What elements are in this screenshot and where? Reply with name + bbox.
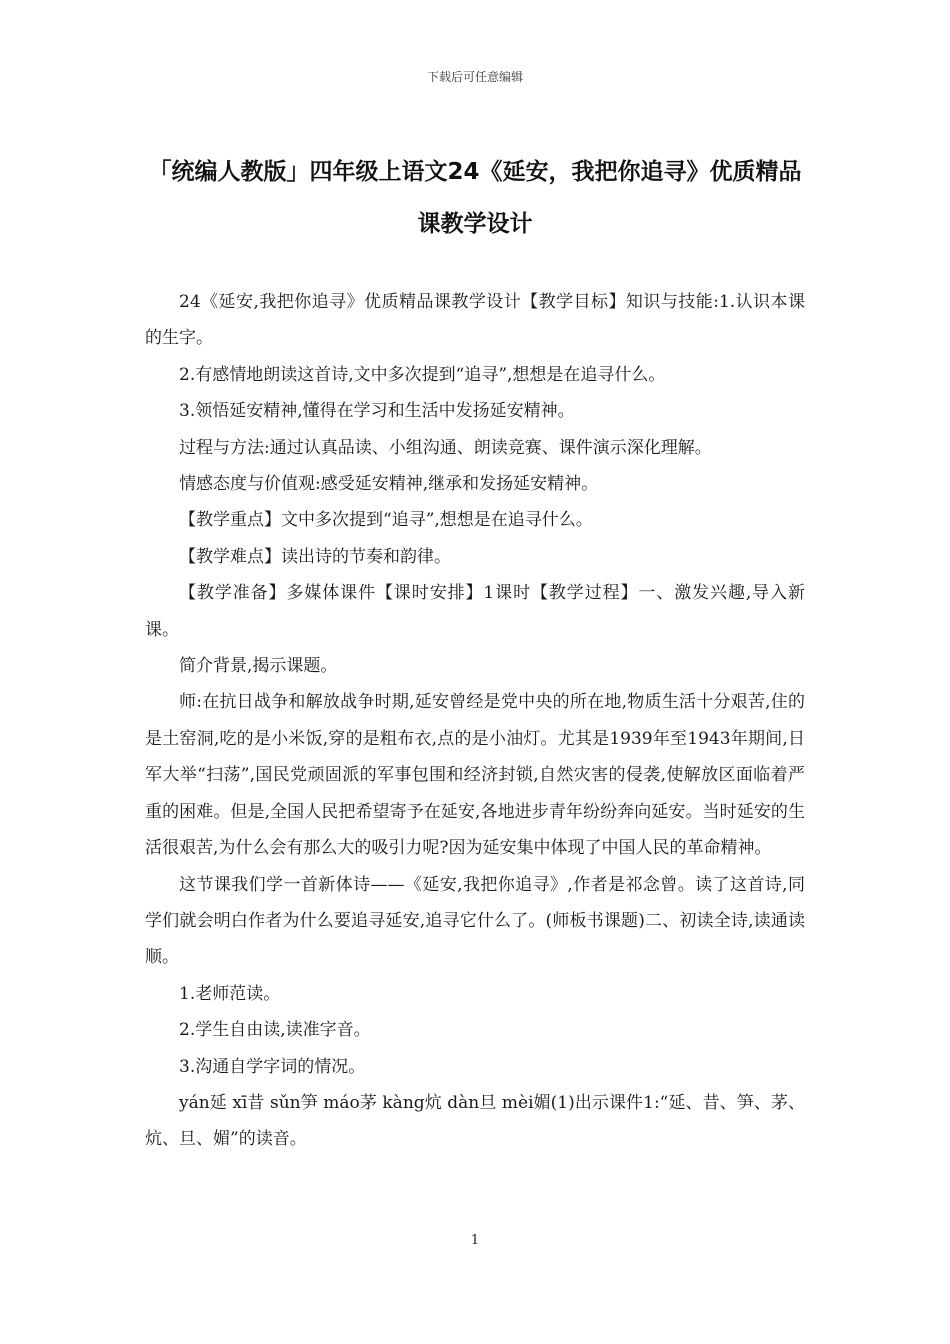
paragraph: 这节课我们学一首新体诗——《延安,我把你追寻》,作者是祁念曾。读了这首诗,同学们就会明白作者为什么要追寻延安,追寻它什么了。(师板书课题)二、初读全诗,读通读顺。 <box>145 874 805 968</box>
paragraph: 2.学生自由读,读准字音。 <box>179 1020 371 1041</box>
paragraph: 3.领悟延安精神,懂得在学习和生活中发扬延安精神。 <box>179 401 575 422</box>
paragraph: 师:在抗日战争和解放战争时期,延安曾经是党中央的所在地,物质生活十分艰苦,住的是土窑洞,吃的是小米饭,穿的是粗布衣,点的是小油灯。尤其是1939年至1943年期间,日军大举“扫荡”,国民党顽固派的军事包围和经济封锁,自然灾害的侵袭,使解放区面临着严重的困难。但是,全国人民把希望寄予在延安,各地进步青年纷纷奔向延安。当时延安的生活很艰苦,为什么会有那么大的吸引力呢?因为延安集中体现了中国人民的革命精神。 <box>145 692 805 859</box>
paragraph: 【教学准备】多媒体课件【课时安排】1课时【教学过程】一、激发兴趣,导入新课。 <box>145 583 805 640</box>
paragraph: yán延 xī昔 sǔn笋 máo茅 kàng炕 dàn旦 mèi媚(1)出示课件1:“延、昔、笋、茅、炕、旦、媚”的读音。 <box>145 1092 805 1150</box>
page-number: 1 <box>470 1233 480 1248</box>
document-body <box>145 284 805 1158</box>
paragraph: 简介背景,揭示课题。 <box>179 656 338 677</box>
page-title: 「统编人教版」四年级上语文24《延安，我把你追寻》优质精品课教学设计 <box>148 159 802 237</box>
header-note: 下载后可任意编辑 <box>426 70 523 84</box>
paragraph: 3.沟通自学字词的情况。 <box>179 1056 366 1077</box>
paragraph: 1.老师范读。 <box>179 983 281 1004</box>
paragraph: 过程与方法:通过认真品读、小组沟通、朗读竞赛、课件演示深化理解。 <box>179 437 712 458</box>
paragraph: 【教学重点】文中多次提到“追寻”,想想是在追寻什么。 <box>179 510 593 531</box>
paragraph: 情感态度与价值观:感受延安精神,继承和发扬延安精神。 <box>179 474 599 495</box>
paragraph: 【教学难点】读出诗的节奏和韵律。 <box>179 546 451 567</box>
paragraph: 24《延安,我把你追寻》优质精品课教学设计【教学目标】知识与技能:1.认识本课的生字。 <box>145 292 805 349</box>
paragraph: 2.有感情地朗读这首诗,文中多次提到“追寻”,想想是在追寻什么。 <box>179 364 666 385</box>
